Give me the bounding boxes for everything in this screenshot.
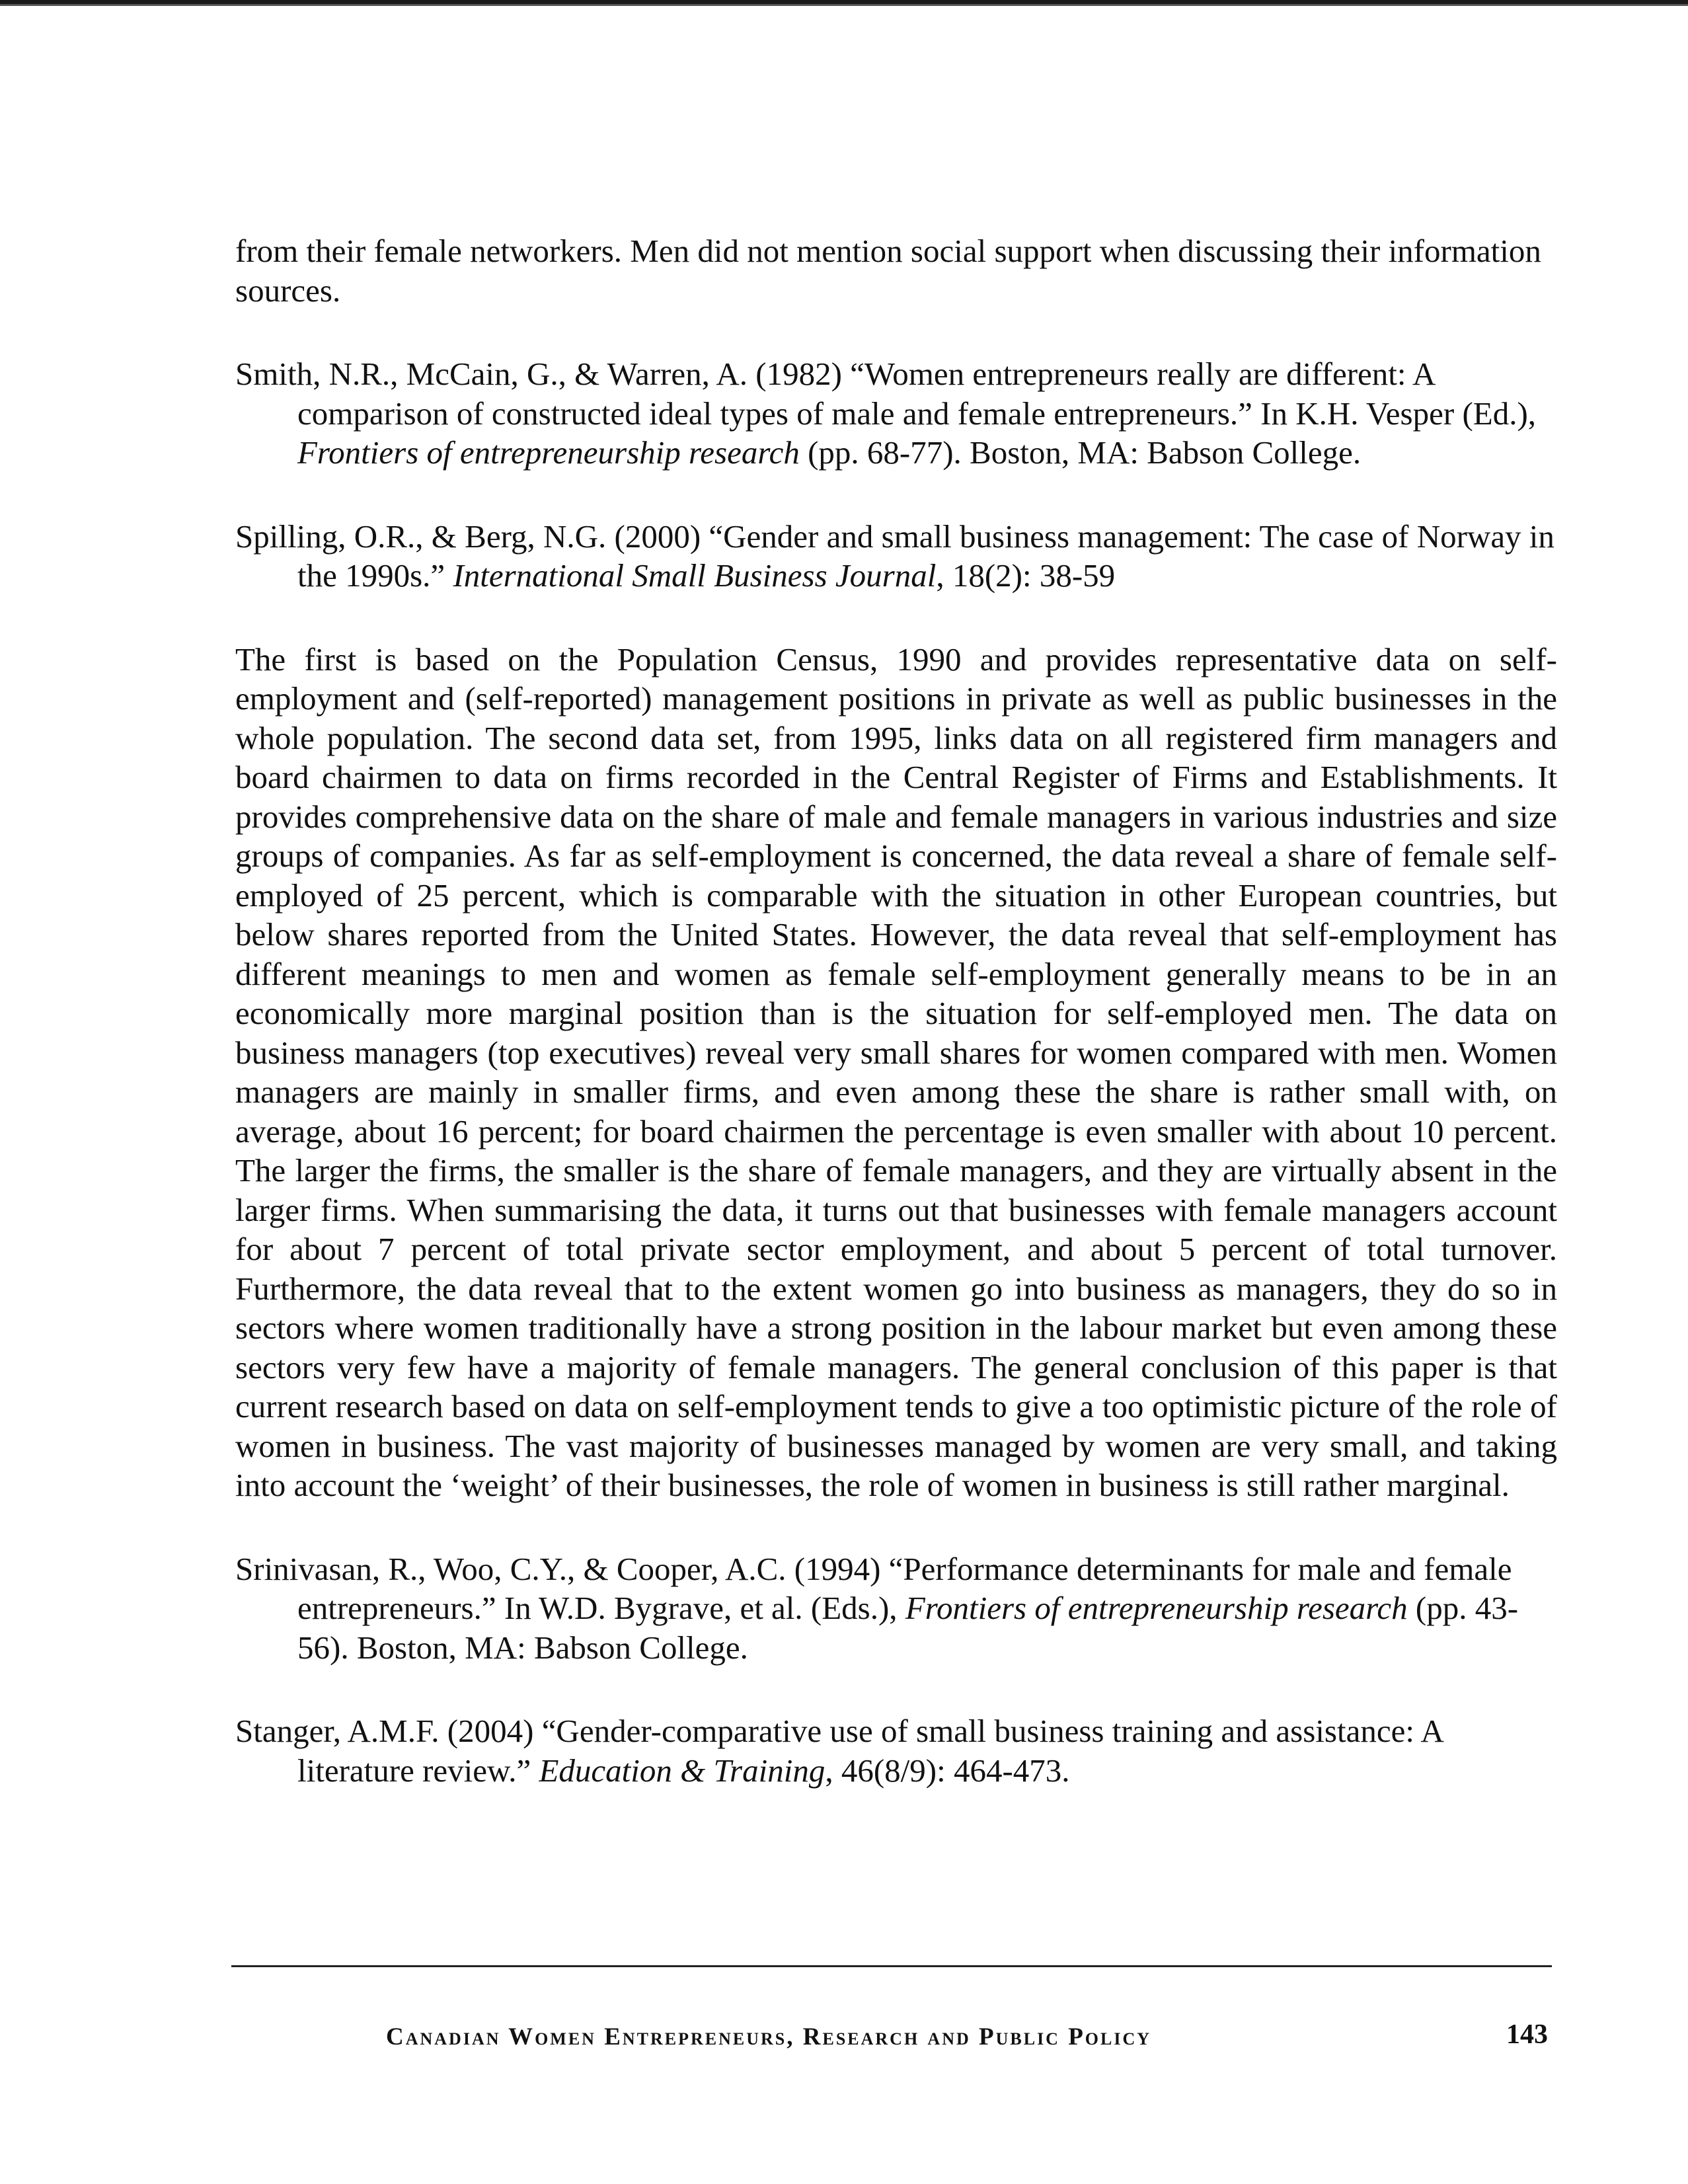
reference-spilling-2000 — [235, 517, 1557, 596]
reference-details: , 18(2): 38-59 — [936, 557, 1116, 594]
reference-details: (pp. 68-77). Boston, MA: Babson College. — [799, 434, 1362, 471]
reference-details: (pp. 43-56). Boston, MA: Babson College. — [297, 1590, 1519, 1666]
reference-authors: Srinivasan, R., Woo, C.Y., & Cooper, A.C. (1994) — [235, 1550, 889, 1587]
reference-title: “Women entrepreneurs really are different: A comparison of constructed ideal types of male and female entrepreneurs.” In K.H. Vesper (Ed.), — [297, 356, 1537, 432]
reference-title: “Gender and small business management: The case of Norway in the 1990s.” — [297, 518, 1554, 594]
intro-paragraph: from their female networkers. Men did not mention social support when discussing their information sources. — [235, 233, 1541, 309]
reference-source: International Small Business Journal — [453, 557, 937, 594]
reference-title: “Gender-comparative use of small business training and assistance: A literature review.” — [297, 1713, 1443, 1789]
footer-rule — [231, 1965, 1552, 1967]
footer-title: Canadian Women Entrepreneurs, Research and Public Policy — [386, 2023, 1152, 2050]
reference-title: “Performance determinants for male and female entrepreneurs.” In W.D. Bygrave, et al. (Eds.), — [297, 1550, 1512, 1626]
reference-stanger-2004 — [235, 1711, 1557, 1790]
reference-smith-1982 — [235, 354, 1557, 473]
reference-details: , 46(8/9): 464-473. — [825, 1752, 1070, 1789]
page-number: 143 — [1506, 2019, 1548, 2050]
reference-srinivasan-1994 — [235, 1549, 1557, 1668]
reference-authors: Smith, N.R., McCain, G., & Warren, A. (1982) — [235, 356, 851, 392]
summary-paragraph: The first is based on the Population Census, 1990 and provides representative data on self-employment and (self-reported) management positions in private as well as public businesses in the whole population. The second data set, from 1995, links data on all registered firm managers and board chairmen to data on firms recorded in the Central Register of Firms and Establishments. It provides comprehensive data on the share of male and female managers in various industries and size groups of companies. As far as self-employment is concerned, the data reveal a share of female self-employed of 25 percent, which is comparable with the situation in other European countries, but below shares reported from the United States. However, the data reveal that self-employment has different meanings to men and women as female self-employment generally means to be in an economically more marginal position than is the situation for self-employed men. The data on business managers (top executives) reveal very small shares for women compared with men. Women managers are mainly in smaller firms, and even among these the share is rather small with, on average, about 16 percent; for board chairmen the percentage is even smaller with about 10 percent. The larger the firms, the smaller is the share of female managers, and they are virtually absent in the larger firms. When summarising the data, it turns out that businesses with female managers account for about 7 percent of total private sector employment, and about 5 percent of total turnover. Furthermore, the data reveal that to the extent women go into business as managers, they do so in sectors where women traditionally have a strong position in the labour market but even among these sectors very few have a majority of female managers. The general conclusion of this paper is that current research based on data on self-employment tends to give a too optimistic picture of the role of women in business. The vast majority of businesses managed by women are very small, and taking into account the ‘weight’ of their businesses, the role of women in business is still rather marginal. — [235, 641, 1557, 1503]
page-body — [235, 231, 1557, 1834]
reference-source: Education & Training — [539, 1752, 825, 1789]
scan-edge-top-thin — [0, 4, 1688, 6]
reference-authors: Spilling, O.R., & Berg, N.G. (2000) — [235, 518, 709, 555]
reference-source: Frontiers of entrepreneurship research — [297, 434, 800, 471]
reference-source: Frontiers of entrepreneurship research — [905, 1590, 1408, 1626]
reference-authors: Stanger, A.M.F. (2004) — [235, 1713, 542, 1749]
